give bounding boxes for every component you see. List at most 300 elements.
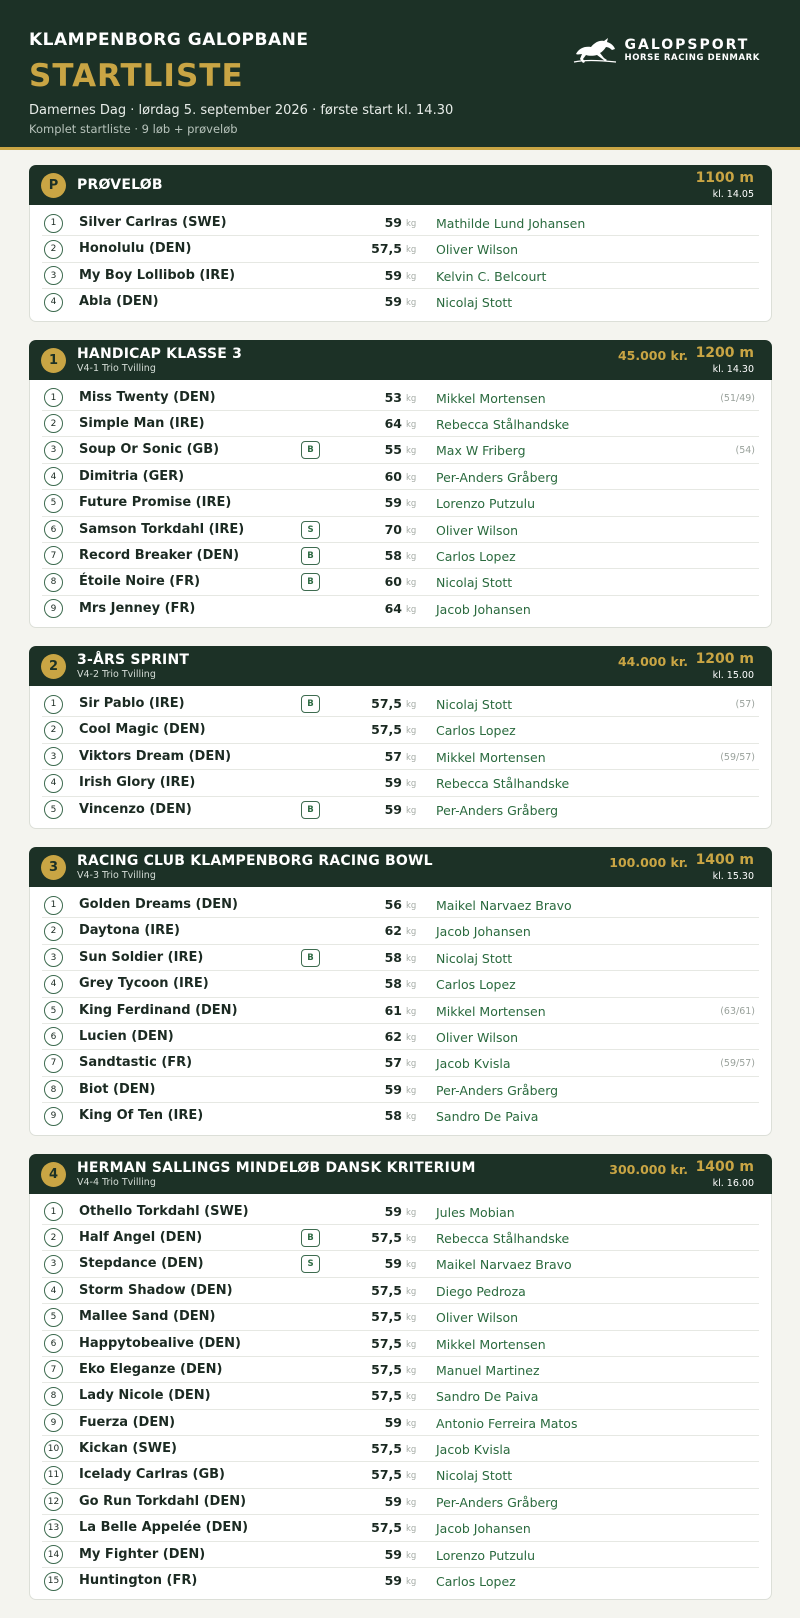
race-number-badge: 4 (41, 1162, 66, 1187)
race-start-time: kl. 16.00 (712, 1177, 754, 1189)
runner-weight: 60 (384, 574, 402, 590)
runner-number: 9 (44, 599, 63, 618)
runner-weight: 57,5 (371, 696, 402, 712)
runner-list (29, 686, 772, 829)
race-start-time: kl. 14.05 (712, 189, 754, 200)
runner-number: 3 (44, 747, 63, 766)
horse-name: Eko Eleganze (DEN) (79, 1361, 223, 1377)
horse-name: Soup Or Sonic (GB) (79, 442, 220, 458)
runner-number: 2 (44, 1228, 63, 1247)
horse-name: Mallee Sand (DEN) (79, 1309, 216, 1325)
runner-row (42, 1331, 759, 1357)
jockey-name: Maikel Narvaez Bravo (436, 898, 572, 914)
venue-name: KLAMPENBORG GALOPBANE (29, 30, 309, 50)
jockey-name: Per-Anders Gråberg (436, 802, 559, 818)
weight-unit: kg (406, 980, 417, 991)
runner-row (42, 210, 759, 236)
runner-weight: 57,5 (371, 1229, 402, 1245)
runner-row (42, 464, 759, 490)
weight-unit: kg (406, 1112, 417, 1123)
weight-unit: kg (406, 1392, 417, 1403)
horse-name: Sandtastic (FR) (79, 1055, 193, 1071)
race-header (29, 1154, 772, 1194)
jockey-name: Nicolaj Stott (436, 1468, 513, 1484)
runner-number: 7 (44, 1360, 63, 1379)
weight-unit: kg (406, 1445, 417, 1456)
runner-row (42, 1489, 759, 1515)
horse-name: Mrs Jenney (FR) (79, 600, 196, 616)
jockey-name: Kelvin C. Belcourt (436, 268, 547, 284)
race-number-badge: 1 (41, 348, 66, 373)
runner-weight: 57,5 (371, 722, 402, 738)
race-name: PRØVELØB (77, 177, 163, 193)
runner-number: 12 (44, 1492, 63, 1511)
runner-row (42, 1199, 759, 1225)
race-bet-type: V4-3 Trio Tvilling (77, 870, 156, 882)
race-header (29, 165, 772, 205)
weight-unit: kg (406, 779, 417, 790)
weight-unit: kg (406, 805, 417, 816)
galopsport-logo (573, 36, 761, 64)
weight-unit: kg (406, 1577, 417, 1588)
jockey-name: Oliver Wilson (436, 1029, 519, 1045)
horse-name: Happytobealive (DEN) (79, 1335, 241, 1351)
runner-weight: 59 (384, 1493, 402, 1509)
horse-logo-icon (573, 36, 617, 64)
horse-name: Daytona (IRE) (79, 923, 180, 939)
equipment-badge: B (301, 547, 320, 565)
weight-unit: kg (406, 499, 417, 510)
horse-name: Kickan (SWE) (79, 1441, 177, 1457)
weight-unit: kg (406, 219, 417, 229)
horse-name: Sir Pablo (IRE) (79, 696, 185, 712)
horse-name: Cool Magic (DEN) (79, 722, 206, 738)
race-section (29, 340, 772, 629)
race-list (29, 165, 772, 1618)
race-bet-type: V4-2 Trio Tvilling (77, 669, 156, 681)
runner-number: 11 (44, 1466, 63, 1485)
runner-row (42, 1436, 759, 1462)
runner-weight: 60 (384, 468, 402, 484)
runner-weight: 59 (384, 267, 402, 283)
runner-number: 5 (44, 494, 63, 513)
runner-weight: 57 (384, 748, 402, 764)
runner-weight: 53 (384, 389, 402, 405)
race-section (29, 165, 772, 322)
runner-number: 10 (44, 1440, 63, 1459)
runner-weight: 57,5 (371, 1335, 402, 1351)
runner-number: 15 (44, 1572, 63, 1591)
runner-row (42, 385, 759, 411)
weight-unit: kg (406, 393, 417, 404)
runner-number: 1 (44, 1202, 63, 1221)
runner-weight: 70 (384, 521, 402, 537)
race-distance: 1200 m (695, 651, 754, 668)
runner-number: 1 (44, 695, 63, 714)
event-summary: Komplet startliste · 9 løb + prøveløb (29, 122, 238, 136)
runner-row (42, 543, 759, 569)
runner-row (42, 517, 759, 543)
runner-row (42, 289, 759, 315)
runner-number: 3 (44, 948, 63, 967)
equipment-badge: S (301, 1255, 320, 1273)
jockey-name: Oliver Wilson (436, 1310, 519, 1326)
runner-row (42, 236, 759, 262)
weight-unit: kg (406, 1233, 417, 1244)
jockey-name: Jules Mobian (436, 1204, 515, 1220)
runner-row (42, 892, 759, 918)
weight-unit: kg (406, 901, 417, 912)
jockey-name: Rebecca Stålhandske (436, 1230, 570, 1246)
jockey-name: Rebecca Stålhandske (436, 776, 570, 792)
runner-weight: 61 (384, 1002, 402, 1018)
horse-name: Viktors Dream (DEN) (79, 748, 232, 764)
race-start-time: kl. 15.00 (712, 670, 754, 682)
weight-unit: kg (406, 700, 417, 711)
runner-row (42, 797, 759, 823)
runner-weight: 56 (384, 897, 402, 913)
horse-name: Vincenzo (DEN) (79, 801, 192, 817)
horse-name: Irish Glory (IRE) (79, 775, 196, 791)
runner-row (42, 1410, 759, 1436)
horse-name: Stepdance (DEN) (79, 1256, 204, 1272)
runner-row (42, 411, 759, 437)
weight-unit: kg (406, 551, 417, 562)
runner-weight: 57,5 (371, 1388, 402, 1404)
runner-weight: 57,5 (371, 241, 402, 257)
jockey-name: Per-Anders Gråberg (436, 469, 559, 485)
jockey-name: Oliver Wilson (436, 522, 519, 538)
jockey-name: Per-Anders Gråberg (436, 1082, 559, 1098)
page-header (0, 0, 800, 150)
runner-weight: 57 (384, 1055, 402, 1071)
runner-number: 6 (44, 520, 63, 539)
runner-number: 7 (44, 546, 63, 565)
weight-unit: kg (406, 1085, 417, 1096)
weight-unit: kg (406, 1550, 417, 1561)
horse-name: Biot (DEN) (79, 1081, 156, 1097)
horse-name: King Ferdinand (DEN) (79, 1002, 238, 1018)
runner-weight: 58 (384, 1108, 402, 1124)
race-number-badge: 2 (41, 654, 66, 679)
equipment-badge: B (301, 801, 320, 819)
jockey-name: Nicolaj Stott (436, 575, 513, 591)
horse-name: Go Run Torkdahl (DEN) (79, 1493, 247, 1509)
runner-number: 9 (44, 1107, 63, 1126)
weight-unit: kg (406, 1339, 417, 1350)
runner-weight: 59 (384, 801, 402, 817)
horse-name: Dimitria (GER) (79, 468, 185, 484)
runner-weight: 57,5 (371, 1467, 402, 1483)
event-subtitle: Damernes Dag · lørdag 5. september 2026 · første start kl. 14.30 (29, 103, 454, 118)
runner-row (42, 1024, 759, 1050)
race-name: HERMAN SALLINGS MINDELØB DANSK KRITERIUM (77, 1159, 476, 1176)
runner-row (42, 770, 759, 796)
race-name: HANDICAP KLASSE 3 (77, 345, 243, 362)
equipment-badge: S (301, 521, 320, 539)
runner-number: 2 (44, 922, 63, 941)
runner-row (42, 1462, 759, 1488)
weight-unit: kg (406, 752, 417, 763)
runner-weight: 58 (384, 547, 402, 563)
runner-number: 3 (44, 441, 63, 460)
runner-weight: 59 (384, 775, 402, 791)
weight-unit: kg (406, 953, 417, 964)
race-distance: 1400 m (695, 1158, 754, 1175)
runner-row (42, 717, 759, 743)
horse-name: Othello Torkdahl (SWE) (79, 1203, 249, 1219)
jockey-name: Oliver Wilson (436, 242, 519, 258)
race-section (29, 646, 772, 829)
weight-unit: kg (406, 298, 417, 309)
runner-weight: 59 (384, 294, 402, 310)
runner-number: 8 (44, 1387, 63, 1406)
race-section (29, 847, 772, 1136)
horse-name: Future Promise (IRE) (79, 495, 232, 511)
jockey-name: Mathilde Lund Johansen (436, 216, 586, 231)
runner-number: 13 (44, 1519, 63, 1538)
horse-name: Abla (DEN) (79, 294, 159, 310)
runner-row (42, 1357, 759, 1383)
weight-unit: kg (406, 1365, 417, 1376)
jockey-name: Sandro De Paiva (436, 1389, 539, 1405)
runner-row (42, 1225, 759, 1251)
runner-number: 9 (44, 1413, 63, 1432)
race-bet-type: V4-1 Trio Tvilling (77, 362, 156, 374)
jockey-name: Carlos Lopez (436, 1574, 516, 1590)
weight-unit: kg (406, 1471, 417, 1482)
runner-row (42, 998, 759, 1024)
horse-name: Golden Dreams (DEN) (79, 897, 238, 913)
jockey-name: Mikkel Mortensen (436, 1336, 546, 1352)
runner-row (42, 918, 759, 944)
weight-unit: kg (406, 419, 417, 430)
horse-name: Honolulu (DEN) (79, 241, 192, 257)
runner-rating: (57) (735, 699, 755, 711)
weight-unit: kg (406, 1286, 417, 1297)
logo-main-text: GALOPSPORT (624, 36, 750, 53)
runner-number: 7 (44, 1054, 63, 1073)
runner-weight: 59 (384, 1081, 402, 1097)
runner-row (42, 1515, 759, 1541)
horse-name: Sun Soldier (IRE) (79, 949, 204, 965)
runner-weight: 59 (384, 495, 402, 511)
runner-number: 5 (44, 800, 63, 819)
runner-list (29, 887, 772, 1136)
runner-row (42, 1251, 759, 1277)
runner-number: 4 (44, 975, 63, 994)
runner-number: 8 (44, 1080, 63, 1099)
runner-list (29, 205, 772, 322)
logo-sub-text: HORSE RACING DENMARK (624, 52, 760, 63)
runner-list (29, 1194, 772, 1601)
horse-name: Icelady Carlras (GB) (79, 1467, 225, 1483)
equipment-badge: B (301, 441, 320, 459)
runner-row (42, 945, 759, 971)
runner-row (42, 437, 759, 463)
race-header (29, 340, 772, 380)
runner-row (42, 971, 759, 997)
runner-weight: 64 (384, 415, 402, 431)
weight-unit: kg (406, 245, 417, 256)
runner-number: 2 (44, 414, 63, 433)
weight-unit: kg (406, 1006, 417, 1017)
race-distance: 1100 m (695, 170, 754, 186)
runner-rating: (51/49) (720, 392, 755, 404)
runner-weight: 58 (384, 976, 402, 992)
jockey-name: Sandro De Paiva (436, 1109, 539, 1125)
runner-weight: 59 (384, 1203, 402, 1219)
runner-weight: 57,5 (371, 1441, 402, 1457)
horse-name: My Boy Lollibob (IRE) (79, 267, 236, 283)
runner-number: 4 (44, 1281, 63, 1300)
horse-name: Simple Man (IRE) (79, 415, 205, 431)
race-start-time: kl. 15.30 (712, 871, 754, 883)
jockey-name: Lorenzo Putzulu (436, 496, 536, 512)
horse-name: Samson Torkdahl (IRE) (79, 521, 245, 537)
jockey-name: Carlos Lopez (436, 977, 516, 993)
runner-number: 4 (44, 293, 63, 312)
runner-rating: (54) (735, 445, 755, 457)
runner-weight: 62 (384, 1028, 402, 1044)
weight-unit: kg (406, 271, 417, 282)
horse-name: Silver Carlras (SWE) (79, 215, 227, 230)
horse-name: Record Breaker (DEN) (79, 547, 240, 563)
runner-number: 6 (44, 1334, 63, 1353)
horse-name: Grey Tycoon (IRE) (79, 976, 209, 992)
runner-weight: 58 (384, 949, 402, 965)
runner-rating: (59/57) (720, 751, 755, 763)
jockey-name: Nicolaj Stott (436, 295, 513, 311)
race-section (29, 1154, 772, 1601)
race-header (29, 847, 772, 887)
runner-weight: 57,5 (371, 1361, 402, 1377)
race-purse: 45.000 kr. (617, 347, 688, 363)
horse-name: Half Angel (DEN) (79, 1229, 203, 1245)
jockey-name: Rebecca Stålhandske (436, 416, 570, 432)
page-title: STARTLISTE (29, 58, 244, 94)
runner-list (29, 380, 772, 629)
runner-weight: 59 (384, 1256, 402, 1272)
horse-name: Lucien (DEN) (79, 1028, 174, 1044)
runner-weight: 59 (384, 215, 402, 230)
runner-number: 8 (44, 573, 63, 592)
weight-unit: kg (406, 472, 417, 483)
runner-number: 3 (44, 1255, 63, 1274)
runner-weight: 59 (384, 1414, 402, 1430)
runner-number: 4 (44, 774, 63, 793)
race-distance: 1400 m (695, 852, 754, 869)
runner-number: 5 (44, 1308, 63, 1327)
horse-name: Storm Shadow (DEN) (79, 1282, 233, 1298)
runner-number: 1 (44, 388, 63, 407)
runner-number: 1 (44, 896, 63, 915)
weight-unit: kg (406, 525, 417, 536)
runner-number: 2 (44, 721, 63, 740)
race-bet-type: V4-4 Trio Tvilling (77, 1176, 156, 1188)
equipment-badge: B (301, 1229, 320, 1247)
runner-weight: 59 (384, 1573, 402, 1589)
runner-number: 6 (44, 1027, 63, 1046)
race-purse: 100.000 kr. (609, 855, 688, 871)
horse-name: My Fighter (DEN) (79, 1546, 206, 1562)
jockey-name: Jacob Johansen (436, 1521, 531, 1537)
runner-number: 3 (44, 266, 63, 285)
weight-unit: kg (406, 1497, 417, 1508)
jockey-name: Diego Pedroza (436, 1283, 526, 1299)
jockey-name: Max W Friberg (436, 443, 526, 459)
jockey-name: Nicolaj Stott (436, 950, 513, 966)
weight-unit: kg (406, 1032, 417, 1043)
jockey-name: Antonio Ferreira Matos (436, 1415, 578, 1431)
runner-weight: 55 (384, 442, 402, 458)
runner-row (42, 490, 759, 516)
race-name: 3-ÅRS SPRINT (77, 652, 190, 669)
race-header (29, 646, 772, 686)
weight-unit: kg (406, 1059, 417, 1070)
race-number-badge: 3 (41, 855, 66, 880)
weight-unit: kg (406, 604, 417, 615)
runner-row (42, 744, 759, 770)
jockey-name: Mikkel Mortensen (436, 390, 546, 406)
jockey-name: Mikkel Mortensen (436, 749, 546, 765)
runner-row (42, 691, 759, 717)
runner-row (42, 1304, 759, 1330)
horse-name: Fuerza (DEN) (79, 1414, 176, 1430)
race-purse: 300.000 kr. (609, 1161, 688, 1177)
runner-weight: 64 (384, 600, 402, 616)
weight-unit: kg (406, 726, 417, 737)
equipment-badge: B (301, 949, 320, 967)
horse-name: King Of Ten (IRE) (79, 1108, 204, 1124)
runner-row (42, 263, 759, 289)
horse-name: Huntington (FR) (79, 1573, 198, 1589)
jockey-name: Jacob Johansen (436, 601, 531, 617)
runner-number: 5 (44, 1001, 63, 1020)
jockey-name: Manuel Martinez (436, 1362, 540, 1378)
runner-number: 14 (44, 1545, 63, 1564)
horse-name: Lady Nicole (DEN) (79, 1388, 211, 1404)
runner-number: 2 (44, 240, 63, 259)
equipment-badge: B (301, 573, 320, 591)
runner-row (42, 569, 759, 595)
equipment-badge: B (301, 695, 320, 713)
jockey-name: Jacob Kvisla (436, 1442, 511, 1458)
runner-row (42, 1568, 759, 1594)
runner-row (42, 1077, 759, 1103)
weight-unit: kg (406, 1207, 417, 1218)
weight-unit: kg (406, 578, 417, 589)
runner-rating: (59/57) (720, 1058, 755, 1070)
jockey-name: Maikel Narvaez Bravo (436, 1257, 572, 1273)
weight-unit: kg (406, 1313, 417, 1324)
race-number-badge: P (41, 173, 66, 198)
jockey-name: Lorenzo Putzulu (436, 1547, 536, 1563)
runner-row (42, 1383, 759, 1409)
weight-unit: kg (406, 446, 417, 457)
race-purse: 44.000 kr. (617, 654, 688, 670)
jockey-name: Mikkel Mortensen (436, 1003, 546, 1019)
horse-name: Miss Twenty (DEN) (79, 389, 216, 405)
jockey-name: Jacob Johansen (436, 924, 531, 940)
runner-weight: 57,5 (371, 1309, 402, 1325)
runner-rating: (63/61) (720, 1005, 755, 1017)
weight-unit: kg (406, 1418, 417, 1429)
runner-row (42, 596, 759, 622)
runner-number: 4 (44, 467, 63, 486)
runner-weight: 59 (384, 1546, 402, 1562)
jockey-name: Jacob Kvisla (436, 1056, 511, 1072)
